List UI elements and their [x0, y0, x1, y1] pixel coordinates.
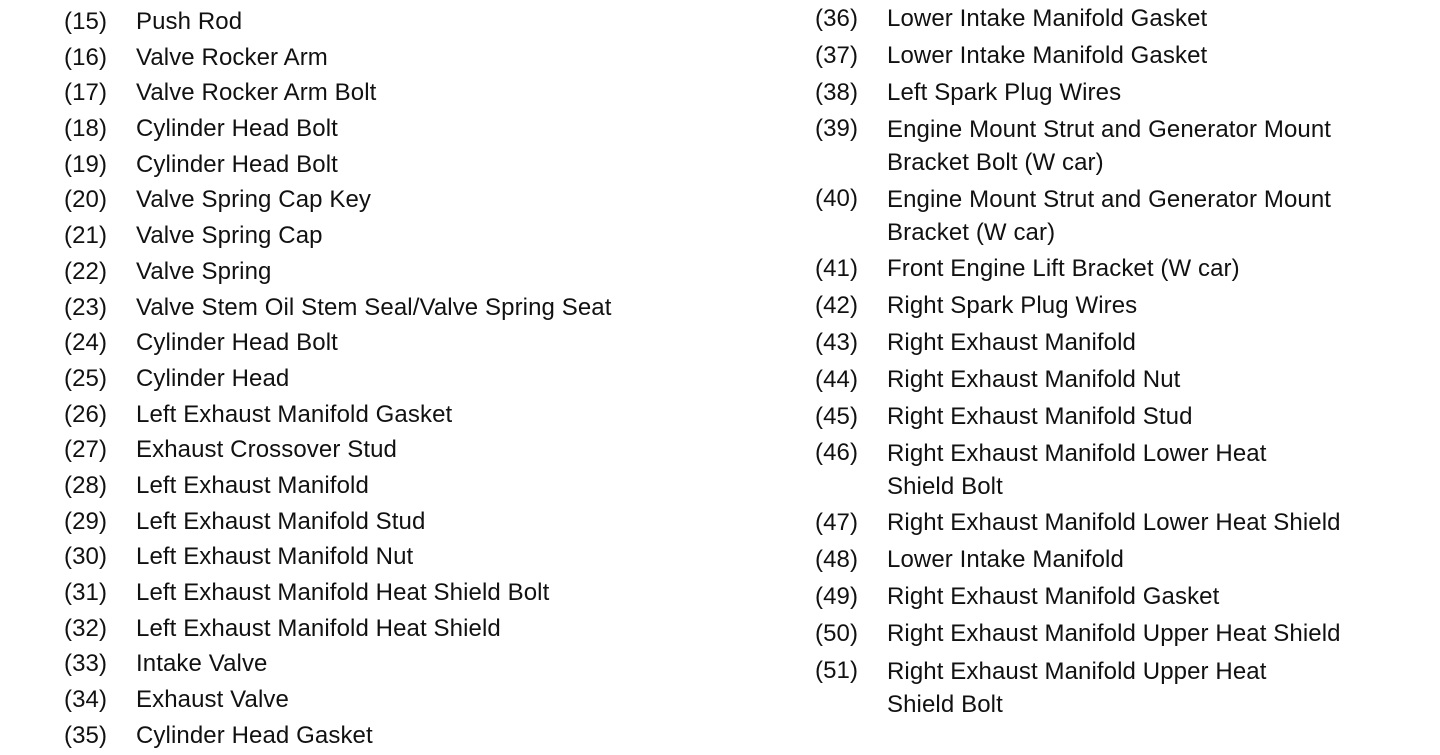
legend-item [64, 648, 764, 684]
legend-item [815, 401, 1430, 438]
legend-item-label [136, 684, 764, 716]
legend-item [64, 77, 764, 113]
legend-item-label-line: Cylinder Head Gasket [136, 721, 373, 749]
legend-item-label-line: Intake Valve [136, 650, 268, 678]
legend-item-number: (37) [815, 41, 859, 69]
legend-item [64, 149, 764, 185]
legend-item-label-line: Left Exhaust Manifold Stud [136, 507, 426, 535]
legend-item-number: (26) [64, 400, 108, 428]
legend-item [815, 77, 1430, 114]
legend-item-label [136, 399, 764, 431]
legend-item-label-line: Cylinder Head Bolt [136, 329, 338, 357]
legend-item-label-line: Front Engine Lift Bracket (W car) [887, 255, 1240, 283]
legend-item-number: (16) [64, 43, 108, 71]
legend-item-label-line: Left Exhaust Manifold Nut [136, 543, 414, 571]
legend-item-label-line: Left Exhaust Manifold Heat Shield [136, 614, 501, 642]
legend-item-label [887, 401, 1430, 433]
legend-item-label-line: Valve Rocker Arm Bolt [136, 79, 377, 107]
legend-item-label-line: Left Exhaust Manifold [136, 471, 369, 499]
legend-item [815, 3, 1430, 40]
legend-item-label [887, 364, 1430, 396]
legend-item-number: (36) [815, 5, 859, 32]
legend-item-label [136, 327, 764, 359]
legend-item-label [136, 220, 764, 252]
legend-item-number: (19) [64, 150, 108, 178]
legend-item-label-line: Left Exhaust Manifold Heat Shield Bolt [136, 579, 550, 606]
legend-item [64, 399, 764, 435]
legend-item-number: (23) [64, 293, 108, 321]
legend-item-label [136, 434, 764, 466]
legend-item-number: (48) [815, 546, 859, 574]
legend-item-number: (45) [815, 402, 859, 430]
legend-item-label-line: Bracket Bolt (W car) [887, 149, 1104, 177]
legend-item-label [887, 581, 1430, 613]
legend-item [64, 470, 764, 506]
legend-item-number: (42) [815, 292, 859, 320]
legend-item [64, 613, 764, 649]
legend-item-number: (40) [815, 185, 859, 213]
legend-item-label [136, 77, 764, 109]
legend-item-label [136, 292, 764, 324]
legend-item [815, 544, 1430, 581]
legend-item-number: (15) [64, 8, 108, 35]
legend-item-label-line: Valve Spring Cap Key [136, 186, 372, 214]
legend-item-label-line: Right Exhaust Manifold Upper Heat Shield [887, 619, 1341, 647]
legend-left-column [64, 6, 764, 755]
legend-item-number: (38) [815, 78, 859, 106]
legend-item [64, 256, 764, 292]
legend-item-number: (27) [64, 436, 108, 464]
legend-item-label-line: Lower Intake Manifold Gasket [887, 5, 1208, 32]
legend-item [815, 40, 1430, 77]
legend-item-label [887, 40, 1430, 72]
legend-item [815, 437, 1430, 503]
legend-item-label [136, 42, 764, 74]
legend-item [64, 42, 764, 78]
legend-item-label [887, 618, 1430, 650]
legend-item-label [136, 113, 764, 145]
legend-item-label-line: Bracket (W car) [887, 219, 1056, 247]
legend-item-number: (50) [815, 619, 859, 647]
legend-item-label-line: Right Exhaust Manifold Nut [887, 365, 1181, 393]
legend-item-label [136, 577, 764, 609]
legend-item-label-line: Right Exhaust Manifold Stud [887, 402, 1193, 430]
legend-item-label-line: Right Exhaust Manifold [887, 328, 1136, 356]
legend-item-number: (33) [64, 650, 108, 678]
legend-item-label-line: Cylinder Head Bolt [136, 150, 338, 178]
legend-item [64, 292, 764, 328]
legend-item-label [136, 149, 764, 181]
legend-item-label [887, 77, 1430, 109]
legend-item-number: (17) [64, 79, 108, 107]
legend-item [815, 327, 1430, 364]
legend-item-number: (35) [64, 721, 108, 749]
legend-item-label [887, 290, 1430, 322]
legend-item-label [887, 183, 1430, 249]
legend-item-label-line: Shield Bolt [887, 690, 1003, 718]
legend-item-number: (39) [815, 115, 859, 143]
legend-item-label [887, 437, 1430, 503]
legend-item-label-line: Right Exhaust Manifold Upper Heat [887, 657, 1267, 685]
legend-item-label-line: Valve Spring Cap [136, 222, 323, 250]
legend-item [64, 220, 764, 256]
legend-item-label-line: Lower Intake Manifold [887, 546, 1124, 574]
legend-right-column [815, 3, 1430, 725]
legend-item-label [887, 253, 1430, 285]
legend-item [815, 364, 1430, 401]
legend-item [815, 618, 1430, 655]
legend-item-label-line: Cylinder Head [136, 364, 290, 392]
legend-item [815, 507, 1430, 544]
legend-item-label [136, 541, 764, 573]
legend-item-number: (21) [64, 222, 108, 250]
legend-item-label-line: Valve Stem Oil Stem Seal/Valve Spring Seat [136, 293, 612, 321]
legend-item-number: (20) [64, 186, 108, 214]
legend-item-label [887, 327, 1430, 359]
legend-item-label [136, 613, 764, 645]
legend-item-label [136, 256, 764, 288]
legend-item [815, 253, 1430, 290]
legend-item-label-line: Right Exhaust Manifold Gasket [887, 582, 1220, 610]
legend-item-label [887, 113, 1430, 179]
legend-item-label-line: Left Spark Plug Wires [887, 78, 1122, 106]
legend-item [815, 183, 1430, 249]
legend-item-label-line: Valve Spring [136, 257, 272, 285]
legend-item-number: (30) [64, 543, 108, 571]
legend-item [815, 113, 1430, 179]
legend-item-label-line: Push Rod [136, 8, 243, 35]
legend-item-label-line: Lower Intake Manifold Gasket [887, 41, 1208, 69]
legend-item-number: (41) [815, 255, 859, 283]
legend-item-number: (43) [815, 328, 859, 356]
legend-item-number: (28) [64, 471, 108, 499]
legend-item-number: (34) [64, 686, 108, 714]
legend-item-label [136, 720, 764, 752]
legend-item-label-line: Right Exhaust Manifold Lower Heat Shield [887, 509, 1341, 537]
legend-item-label [887, 544, 1430, 576]
legend-item-number: (44) [815, 365, 859, 393]
legend-item-number: (46) [815, 439, 859, 467]
legend-item [64, 506, 764, 542]
legend-item-label-line: Exhaust Crossover Stud [136, 436, 397, 464]
legend-item [64, 113, 764, 149]
legend-item-label-line: Shield Bolt [887, 473, 1003, 501]
legend-item [64, 184, 764, 220]
legend-item-number: (49) [815, 582, 859, 610]
legend-item-label [136, 470, 764, 502]
legend-item [64, 434, 764, 470]
legend-item-label-line: Engine Mount Strut and Generator Mount [887, 186, 1332, 214]
legend-item-label-line: Engine Mount Strut and Generator Mount [887, 116, 1332, 144]
legend-item [815, 581, 1430, 618]
legend-item-number: (32) [64, 614, 108, 642]
legend-item-label-line: Right Spark Plug Wires [887, 292, 1138, 320]
legend-item-number: (25) [64, 364, 108, 392]
legend-item-number: (31) [64, 579, 108, 606]
legend-item-label [136, 506, 764, 538]
legend-item-number: (51) [815, 656, 859, 684]
legend-item [815, 655, 1430, 721]
legend-item [64, 684, 764, 720]
legend-item-number: (22) [64, 257, 108, 285]
legend-item-label [136, 6, 764, 38]
legend-item [64, 577, 764, 613]
legend-item-number: (29) [64, 507, 108, 535]
legend-item [64, 363, 764, 399]
legend-item-label [887, 507, 1430, 539]
legend-item-number: (47) [815, 509, 859, 537]
legend-item-number: (18) [64, 115, 108, 143]
legend-item-label [136, 648, 764, 680]
legend-item-label [136, 363, 764, 395]
legend-item-label-line: Right Exhaust Manifold Lower Heat [887, 440, 1267, 468]
legend-item [64, 327, 764, 363]
legend-item-label-line: Left Exhaust Manifold Gasket [136, 400, 453, 428]
legend-item-number: (24) [64, 329, 108, 357]
legend-item [64, 6, 764, 42]
legend-item-label [136, 184, 764, 216]
legend-item-label [887, 3, 1430, 35]
legend-item [64, 541, 764, 577]
legend-item [815, 290, 1430, 327]
legend-item-label [887, 655, 1430, 721]
legend-item-label-line: Cylinder Head Bolt [136, 115, 338, 143]
legend-item-label-line: Valve Rocker Arm [136, 43, 328, 71]
legend-item-label-line: Exhaust Valve [136, 686, 289, 714]
